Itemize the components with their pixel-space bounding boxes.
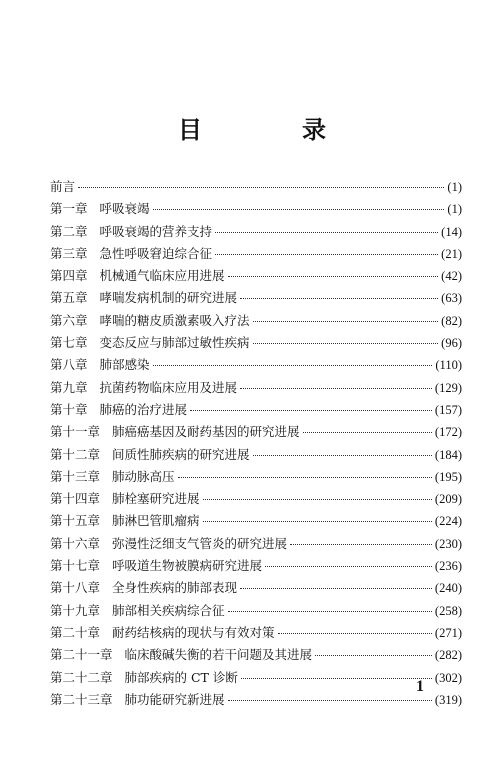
toc-chapter-title: 临床酸碱失衡的若干问题及其进展: [124, 647, 313, 663]
page-title: 目 录: [178, 115, 364, 144]
toc-chapter-number: 第六章: [50, 312, 88, 328]
toc-chapter-title: 前言: [50, 179, 76, 194]
toc-chapter-number: 第四章: [50, 268, 88, 284]
toc-entry[interactable]: [50, 689, 462, 711]
toc-entry[interactable]: [50, 243, 462, 265]
toc-page-ref: (230): [434, 536, 462, 551]
toc-chapter-number: 第五章: [50, 290, 88, 306]
toc-entry[interactable]: [50, 444, 462, 466]
dot-leader: [278, 632, 432, 634]
dot-leader: [241, 677, 432, 679]
toc-chapter-title: 全身性疾病的肺部表现: [112, 580, 238, 596]
toc-page-ref: (96): [441, 336, 462, 351]
toc-entry[interactable]: [50, 577, 462, 599]
toc-chapter-title: 呼吸衰竭的营养支持: [99, 223, 213, 239]
toc-entry[interactable]: [50, 354, 462, 376]
toc-chapter-title: 肺栓塞研究进展: [112, 491, 200, 507]
toc-entry[interactable]: [50, 399, 462, 421]
toc-page-ref: (271): [434, 625, 462, 640]
toc-chapter-number: 第二十一章: [50, 647, 113, 663]
toc-page-ref: (195): [434, 469, 462, 484]
toc-entry[interactable]: [50, 600, 462, 622]
toc-page-ref: (14): [441, 224, 462, 239]
toc-chapter-number: 第十二章: [50, 446, 101, 462]
toc-chapter-number: 第二章: [50, 223, 88, 239]
toc-chapter-title: 呼吸衰竭: [99, 201, 150, 217]
toc-chapter-number: 第十一章: [50, 424, 101, 440]
toc-page-ref: (42): [441, 269, 462, 284]
dot-leader: [178, 476, 432, 478]
toc-chapter-title: 肺癌癌基因及耐药基因的研究进展: [112, 424, 300, 440]
toc-page-ref: (157): [434, 402, 462, 417]
dot-leader: [203, 498, 432, 500]
toc-chapter-title: 哮喘的糖皮质激素吸入疗法: [99, 312, 250, 328]
toc-entry[interactable]: [50, 466, 462, 488]
toc-entry[interactable]: [50, 421, 462, 443]
toc-page-ref: (258): [434, 603, 462, 618]
toc-chapter-number: 第十七章: [50, 558, 101, 574]
toc-page-ref: (1): [447, 180, 462, 194]
toc-chapter-number: 第十章: [50, 401, 88, 417]
toc-page-ref: (110): [435, 358, 462, 373]
dot-leader: [78, 186, 444, 188]
toc-chapter-title: 抗菌药物临床应用及进展: [99, 379, 238, 395]
toc-entry[interactable]: [50, 667, 462, 689]
toc-page-ref: (129): [434, 380, 462, 395]
toc-entry[interactable]: [50, 221, 462, 243]
toc-page-ref: (240): [434, 581, 462, 596]
toc-entry[interactable]: [50, 555, 462, 577]
toc-chapter-number: 第一章: [50, 201, 88, 217]
toc-chapter-title: 机械通气临床应用进展: [99, 268, 225, 284]
toc-page-ref: (82): [441, 313, 462, 328]
toc-chapter-title: 哮喘发病机制的研究进展: [99, 290, 238, 306]
toc-chapter-number: 第十八章: [50, 580, 101, 596]
dot-leader: [303, 431, 432, 433]
toc-page-ref: (302): [434, 670, 462, 685]
toc-page-ref: (236): [434, 559, 462, 574]
dot-leader: [265, 565, 432, 567]
toc-entry[interactable]: [50, 488, 462, 510]
toc-entry[interactable]: [50, 176, 462, 198]
toc-chapter-number: 第十三章: [50, 468, 101, 484]
toc-chapter-title: 呼吸道生物被膜病研究进展: [112, 558, 263, 574]
toc-chapter-title: 弥漫性泛细支气管炎的研究进展: [112, 535, 288, 551]
toc-chapter-title: 急性呼吸窘迫综合征: [99, 245, 213, 261]
toc-entry[interactable]: [50, 644, 462, 666]
dot-leader: [315, 654, 432, 656]
toc-entry[interactable]: [50, 332, 462, 354]
toc-page-ref: (319): [434, 692, 462, 707]
toc-entry[interactable]: [50, 198, 462, 220]
toc-chapter-title: 肺淋巴管肌瘤病: [112, 513, 200, 529]
toc-entry[interactable]: [50, 265, 462, 287]
dot-leader: [253, 454, 432, 456]
dot-leader: [153, 364, 433, 366]
toc-chapter-number: 第九章: [50, 379, 88, 395]
dot-leader: [240, 387, 432, 389]
dot-leader: [190, 409, 432, 411]
dot-leader: [253, 342, 439, 344]
toc-entry[interactable]: [50, 533, 462, 555]
dot-leader: [228, 610, 432, 612]
toc-entry[interactable]: [50, 510, 462, 532]
toc-page-ref: (172): [434, 425, 462, 440]
page-number: 1: [416, 678, 424, 695]
toc-page-ref: (184): [434, 447, 462, 462]
toc-chapter-title: 间质性肺疾病的研究进展: [112, 446, 250, 462]
toc-chapter-number: 第二十二章: [50, 669, 113, 685]
toc-chapter-title: 肺动脉高压: [112, 468, 175, 484]
toc-entry[interactable]: [50, 622, 462, 644]
toc-page-ref: (282): [434, 648, 462, 663]
toc-chapter-title: 耐药结核病的现状与有效对策: [112, 624, 275, 640]
dot-leader: [240, 587, 432, 589]
toc-chapter-number: 第十六章: [50, 535, 101, 551]
dot-leader: [240, 297, 438, 299]
toc-entry[interactable]: [50, 287, 462, 309]
toc-chapter-title: 肺癌的治疗进展: [99, 401, 188, 417]
toc-chapter-number: 第十五章: [50, 513, 101, 529]
dot-leader: [228, 699, 432, 701]
toc-entry[interactable]: [50, 310, 462, 332]
toc-page-ref: (63): [441, 291, 462, 306]
dot-leader: [290, 543, 432, 545]
toc-chapter-number: 第十九章: [50, 602, 101, 618]
dot-leader: [253, 320, 439, 322]
toc-chapter-title: 肺部相关疾病综合征: [112, 602, 225, 618]
toc-chapter-title: 变态反应与肺部过敏性疾病: [99, 335, 250, 351]
toc-chapter-number: 第二十三章: [50, 691, 113, 707]
toc-page-ref: (1): [447, 202, 462, 217]
dot-leader: [228, 275, 439, 277]
dot-leader: [153, 208, 445, 210]
toc-page-ref: (224): [434, 514, 462, 529]
toc-chapter-number: 第七章: [50, 335, 88, 351]
dot-leader: [203, 520, 432, 522]
toc-chapter-number: 第八章: [50, 357, 88, 373]
dot-leader: [215, 231, 438, 233]
toc-chapter-number: 第二十章: [50, 624, 101, 640]
toc-page-ref: (209): [434, 492, 462, 507]
toc-chapter-title: 肺部感染: [99, 357, 150, 373]
toc-entry[interactable]: [50, 377, 462, 399]
dot-leader: [215, 253, 438, 255]
toc-chapter-number: 第三章: [50, 245, 88, 261]
toc-chapter-title: 肺功能研究新进展: [124, 691, 225, 707]
toc-page-ref: (21): [441, 246, 462, 261]
toc-chapter-number: 第十四章: [50, 491, 101, 507]
table-of-contents: [50, 176, 462, 711]
toc-chapter-title: 肺部疾病的 CT 诊断: [124, 669, 238, 685]
